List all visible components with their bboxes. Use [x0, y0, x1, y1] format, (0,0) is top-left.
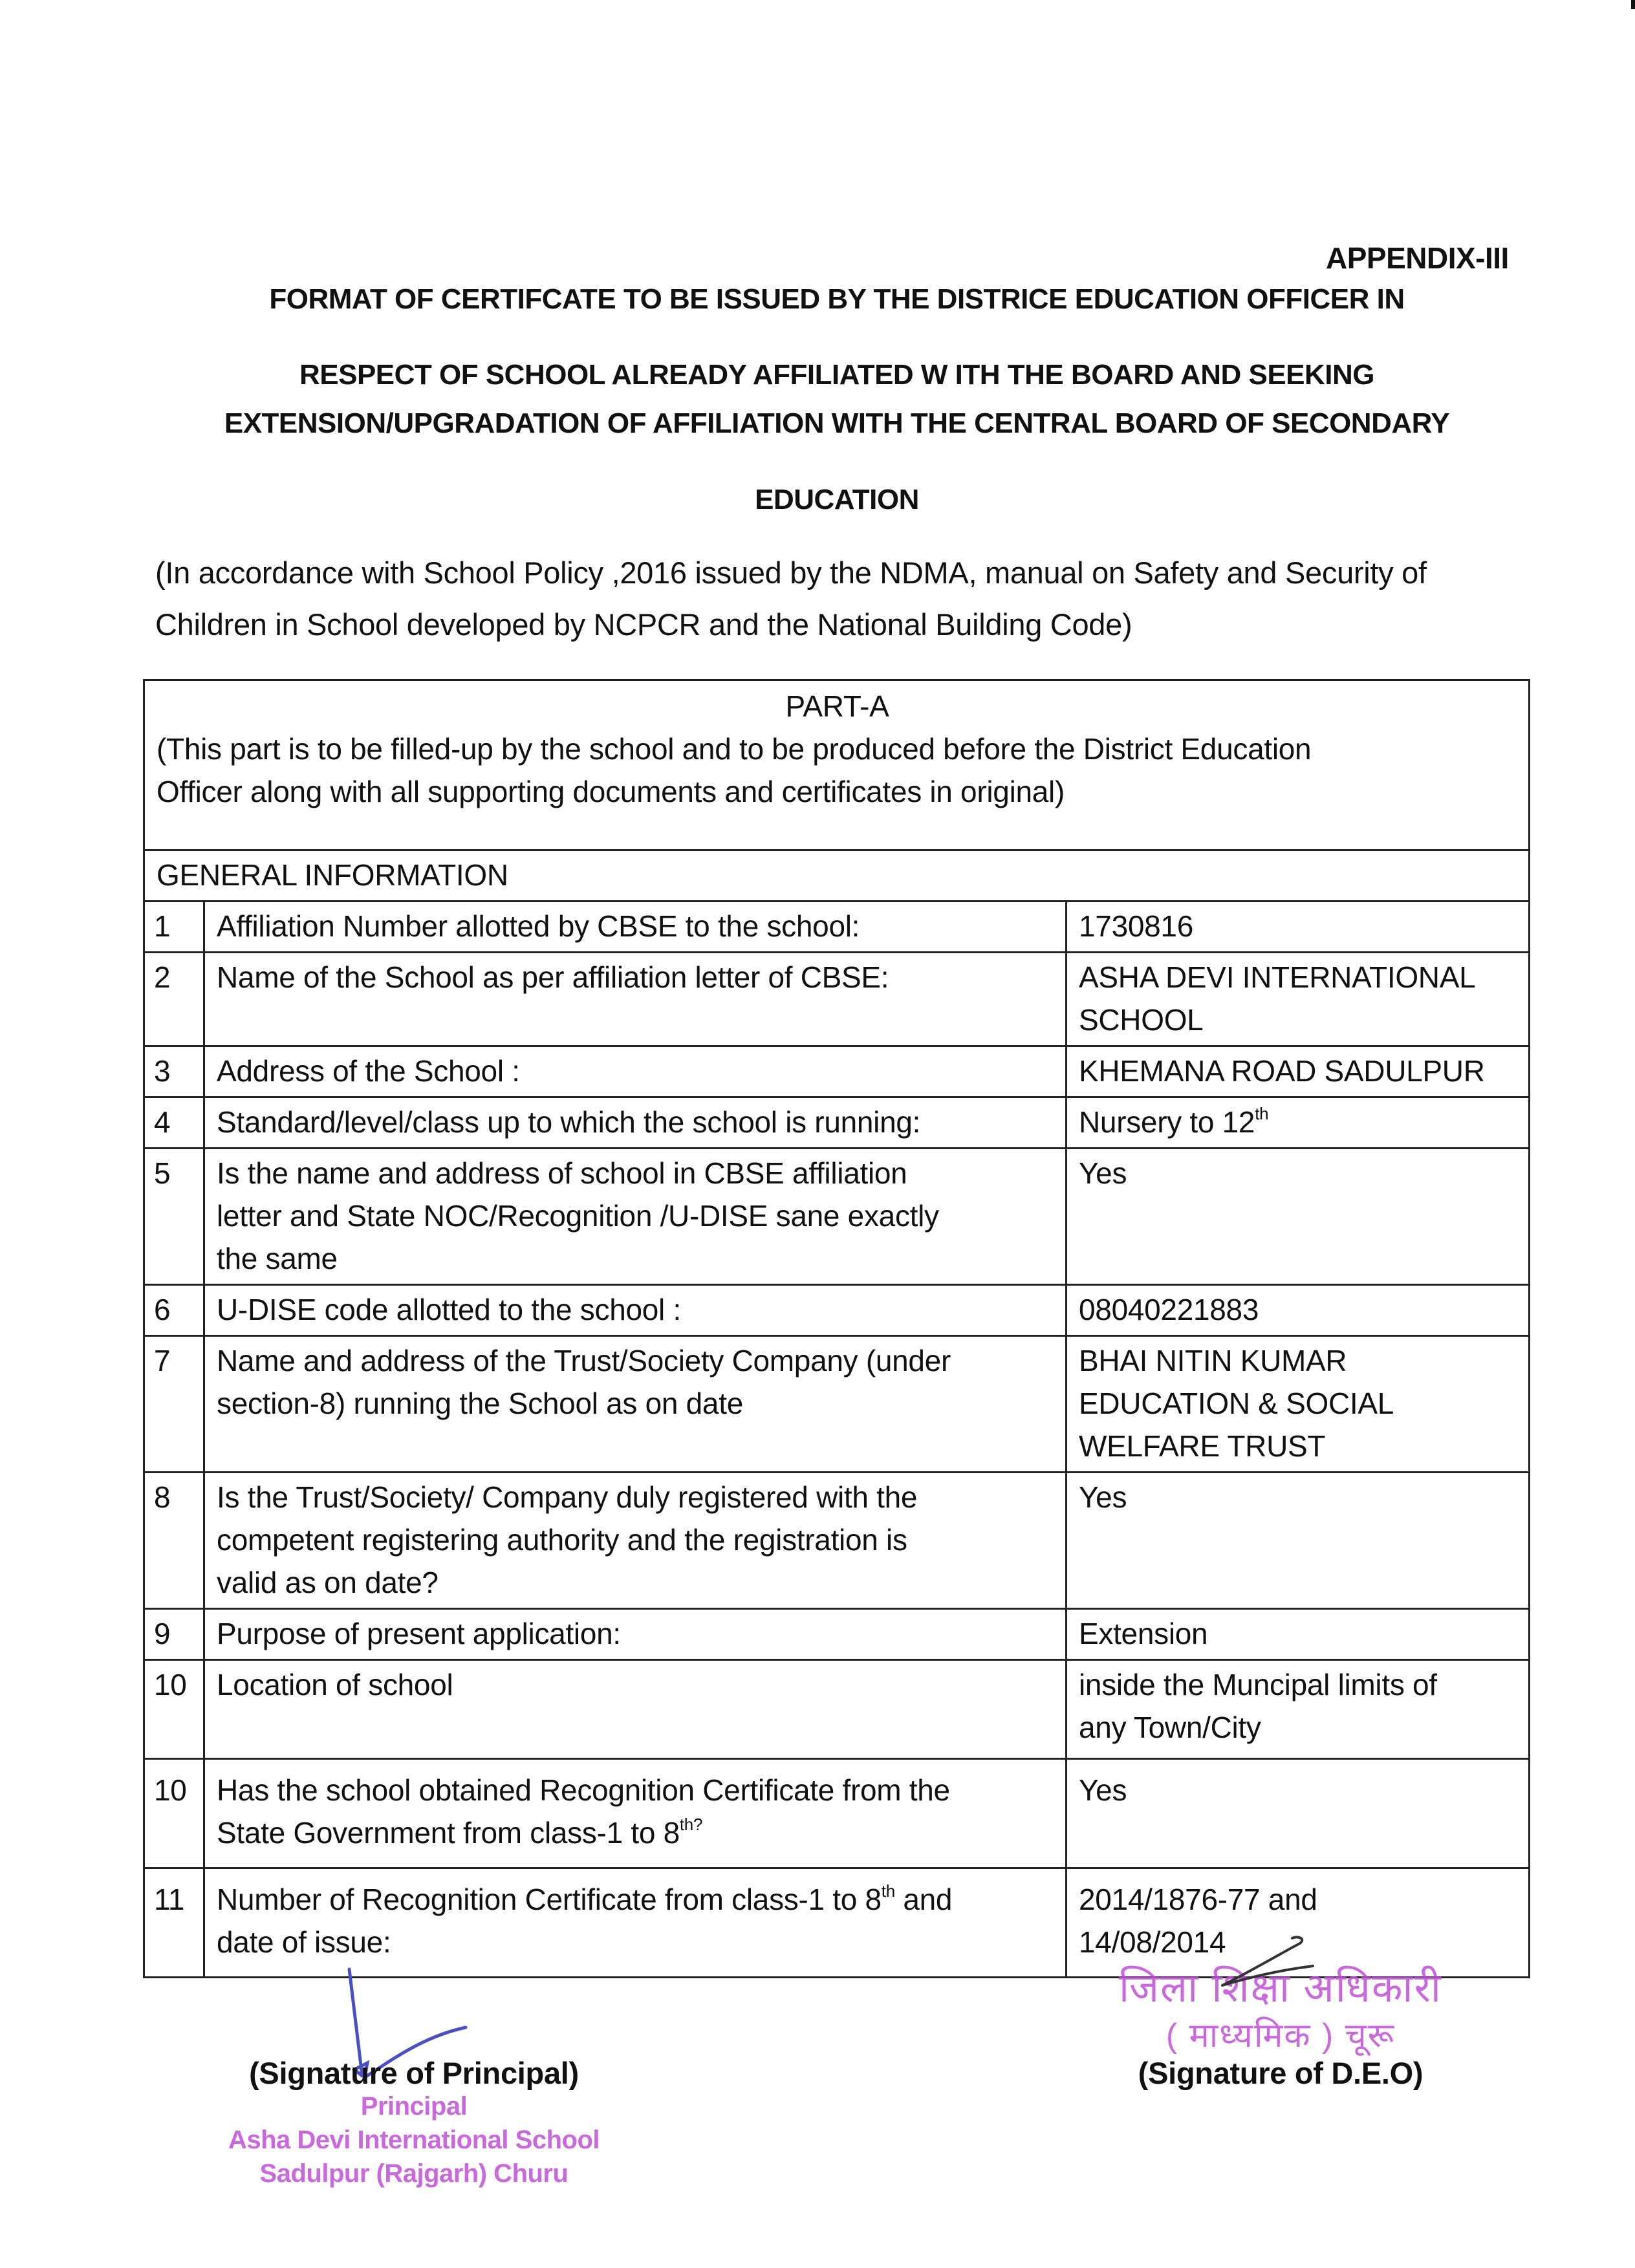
- row-number: 2: [144, 953, 204, 1046]
- row-answer: [1067, 1336, 1530, 1473]
- row-question: Affiliation Number allotted by CBSE to the school:: [204, 902, 1067, 953]
- ordinal-suffix: th: [1255, 1104, 1269, 1123]
- row-question-line: Is the Trust/Society/ Company duly registered with the: [217, 1480, 918, 1514]
- part-a-table: [143, 679, 1530, 1978]
- part-a-description-line-2: Officer along with all supporting documents and certificates in original): [157, 775, 1065, 808]
- row-question-line: section-8) running the School as on date: [217, 1387, 743, 1420]
- row-question: [204, 1473, 1067, 1609]
- scan-edge-mark: [1631, 0, 1635, 9]
- row-question-line: Is the name and address of school in CBSE affiliation: [217, 1156, 907, 1190]
- title-line-1: FORMAT OF CERTIFCATE TO BE ISSUED BY THE DISTRICE EDUCATION OFFICER IN: [269, 283, 1405, 315]
- table-row: [144, 1336, 1530, 1473]
- principal-stamp-line-3: Sadulpur (Rajgarh) Churu: [259, 2159, 568, 2188]
- row-question-line: [217, 1878, 1055, 1921]
- intro-line-1: (In accordance with School Policy ,2016 issued by the NDMA, manual on Safety and Security of: [155, 556, 1427, 590]
- row-answer: Extension: [1067, 1609, 1530, 1660]
- row-question-line: date of issue:: [217, 1925, 391, 1959]
- row-answer-line: ASHA DEVI INTERNATIONAL: [1079, 960, 1476, 994]
- principal-stamp-line-1: Principal: [360, 2092, 468, 2121]
- row-question: Name of the School as per affiliation letter of CBSE:: [204, 953, 1067, 1046]
- row-answer: KHEMANA ROAD SADULPUR: [1067, 1046, 1530, 1097]
- row-question-text: and: [894, 1883, 953, 1916]
- row-question: [204, 1868, 1067, 1978]
- row-question-line: Name and address of the Trust/Society Company (under: [217, 1344, 951, 1377]
- ordinal-suffix: th?: [679, 1815, 703, 1834]
- row-answer: Yes: [1067, 1473, 1530, 1609]
- table-row: [144, 1285, 1530, 1336]
- row-answer: Yes: [1067, 1759, 1530, 1868]
- deo-stamp-line-2: ( माध्यमिक ) चूरू: [1165, 2017, 1396, 2055]
- row-question-text: Number of Recognition Certificate from class-1 to 8: [217, 1883, 882, 1916]
- deo-signature-block: [1099, 2055, 1462, 2091]
- ordinal-suffix: th: [881, 1881, 895, 1901]
- row-answer: [1067, 1097, 1530, 1149]
- table-row: [144, 1097, 1530, 1149]
- row-question: [204, 1336, 1067, 1473]
- row-question-line: Has the school obtained Recognition Certificate from the: [217, 1773, 950, 1807]
- row-question-line: letter and State NOC/Recognition /U-DISE sane exactly: [217, 1199, 939, 1233]
- row-answer-line: EDUCATION & SOCIAL: [1079, 1387, 1394, 1420]
- title-line-3: EXTENSION/UPGRADATION OF AFFILIATION WITH THE CENTRAL BOARD OF SECONDARY: [224, 407, 1450, 439]
- appendix-label: APPENDIX-III: [1326, 241, 1509, 275]
- row-answer: [1067, 1660, 1530, 1759]
- row-number: 5: [144, 1149, 204, 1285]
- row-answer: 1730816: [1067, 902, 1530, 953]
- deo-signature-label: (Signature of D.E.O): [1138, 2056, 1424, 2090]
- row-question: U-DISE code allotted to the school :: [204, 1285, 1067, 1336]
- row-answer-line: inside the Muncipal limits of: [1079, 1668, 1437, 1701]
- row-answer-line: SCHOOL: [1079, 1003, 1204, 1037]
- row-question-text: State Government from class-1 to 8: [217, 1816, 680, 1850]
- table-row: [144, 1660, 1530, 1759]
- row-number: 1: [144, 902, 204, 953]
- section-title: GENERAL INFORMATION: [144, 850, 1530, 902]
- row-question: Location of school: [204, 1660, 1067, 1759]
- row-number: 10: [144, 1660, 204, 1759]
- row-answer-line: any Town/City: [1079, 1711, 1261, 1744]
- row-question: [204, 1149, 1067, 1285]
- row-question: [204, 1759, 1067, 1868]
- principal-stamp-line-2: Asha Devi International School: [228, 2126, 600, 2154]
- row-question-line: [217, 1811, 1055, 1854]
- row-question: Address of the School :: [204, 1046, 1067, 1097]
- row-answer: [1067, 953, 1530, 1046]
- row-question-line: competent registering authority and the registration is: [217, 1523, 907, 1557]
- part-a-title: PART-A: [785, 689, 889, 723]
- row-number: 4: [144, 1097, 204, 1149]
- row-answer-line: 2014/1876-77 and: [1079, 1883, 1317, 1916]
- row-question-line: valid as on date?: [217, 1566, 439, 1599]
- row-number: 8: [144, 1473, 204, 1609]
- table-row: [144, 1149, 1530, 1285]
- table-row: [144, 953, 1530, 1046]
- deo-signature-scribble: [1216, 1930, 1345, 1989]
- principal-signature-block: [233, 2055, 595, 2091]
- title-line-4: EDUCATION: [755, 484, 919, 515]
- row-answer-line: BHAI NITIN KUMAR: [1079, 1344, 1347, 1377]
- row-question: Purpose of present application:: [204, 1609, 1067, 1660]
- table-row: [144, 1609, 1530, 1660]
- intro-line-2: Children in School developed by NCPCR and the National Building Code): [155, 607, 1132, 642]
- row-answer-line: WELFARE TRUST: [1079, 1429, 1326, 1463]
- part-a-description-line-1: (This part is to be filled-up by the school and to be produced before the District Education: [157, 732, 1312, 766]
- title-line-2: RESPECT OF SCHOOL ALREADY AFFILIATED W ITH THE BOARD AND SEEKING: [299, 359, 1375, 391]
- row-question: Standard/level/class up to which the school is running:: [204, 1097, 1067, 1149]
- row-number: 7: [144, 1336, 204, 1473]
- table-row: [144, 1046, 1530, 1097]
- row-number: 10: [144, 1759, 204, 1868]
- table-row: [144, 1473, 1530, 1609]
- row-number: 6: [144, 1285, 204, 1336]
- row-number: 9: [144, 1609, 204, 1660]
- section-header-row: [144, 850, 1530, 902]
- row-number: 3: [144, 1046, 204, 1097]
- row-number: 11: [144, 1868, 204, 1978]
- row-answer: Yes: [1067, 1149, 1530, 1285]
- row-answer: 08040221883: [1067, 1285, 1530, 1336]
- part-a-header-row: [144, 680, 1530, 850]
- row-answer-line: 14/08/2014: [1079, 1925, 1226, 1959]
- table-row: [144, 1759, 1530, 1868]
- table-row: [144, 902, 1530, 953]
- principal-signature-label: (Signature of Principal): [249, 2056, 579, 2090]
- row-question-line: the same: [217, 1242, 338, 1275]
- deo-stamp-line-1: जिला शिक्षा अधिकारी: [1119, 1966, 1442, 2011]
- row-answer-text: Nursery to 12: [1079, 1105, 1255, 1139]
